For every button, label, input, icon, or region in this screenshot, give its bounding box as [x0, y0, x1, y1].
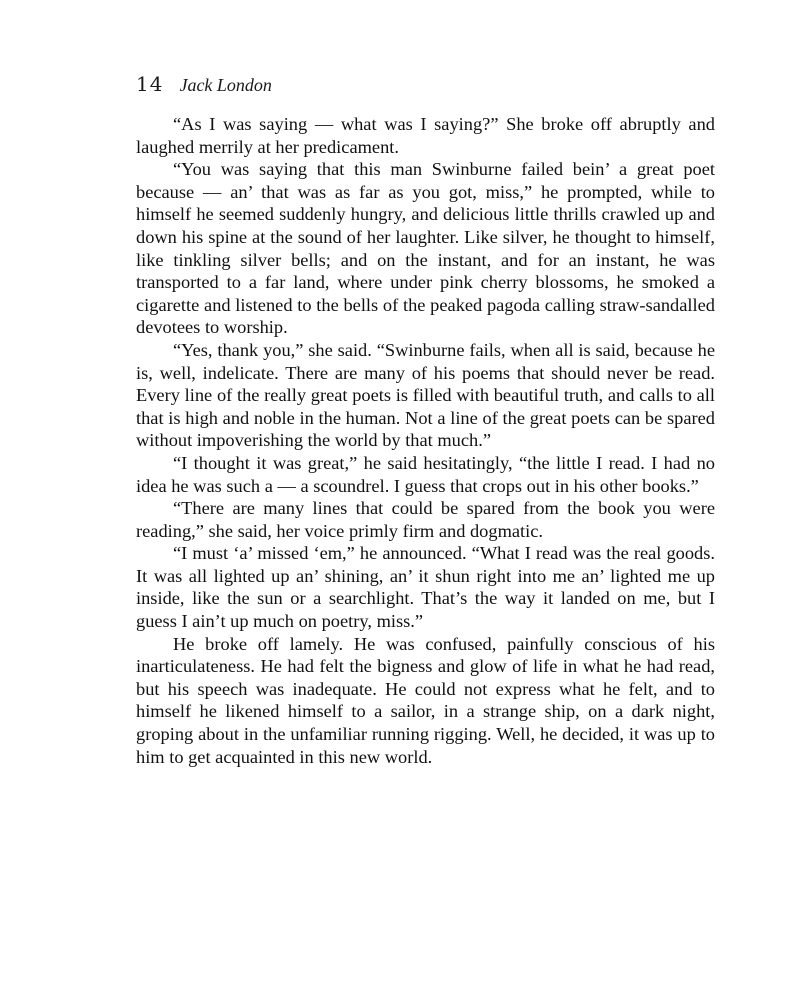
paragraph: “You was saying that this man Swinburne failed bein’ a great poet because — an’ that was as far as you got, miss,” he prompted, while to himself he seemed suddenly hungry, and delicious little thrills crawled up and down his spine at the sound of her laughter. Like silver, he thought to himself, like tinkling silver bells; and on the instant, and for an instant, he was transported to a far land, where under pink cherry blossoms, he smoked a cigarette and listened to the bells of the peaked pagoda calling straw-sandalled devotees to worship. — [136, 159, 715, 338]
paragraph: He broke off lamely. He was confused, painfully conscious of his inarticulateness. He had felt the bigness and glow of life in what he had read, but his speech was inadequate. He could not express what he felt, and to himself he likened himself to a sailor, in a strange ship, on a dark night, groping about in the unfamiliar running rigging. Well, he decided, it was up to him to get acquainted in this new world. — [136, 633, 715, 767]
body-text — [136, 113, 715, 768]
page-number: 14 — [136, 72, 164, 96]
page-header — [136, 72, 272, 96]
paragraph: “There are many lines that could be spared from the book you were reading,” she said, her voice primly firm and dogmatic. — [136, 498, 715, 541]
paragraph: “I thought it was great,” he said hesitatingly, “the little I read. I had no idea he was such a — a scoundrel. I guess that crops out in his other books.” — [136, 452, 715, 496]
paragraph: “As I was saying — what was I saying?” She broke off abruptly and laughed merrily at her predicament. — [136, 114, 715, 157]
paragraph: “I must ‘a’ missed ‘em,” he announced. “What I read was the real goods. It was all lighted up an’ shining, an’ it shun right into me an’ lighted me up inside, like the sun or a searchlight. That’s the way it landed on me, but I guess I ain’t up much on poetry, miss.” — [136, 543, 715, 632]
running-head-author: Jack London — [179, 75, 272, 95]
paragraph: “Yes, thank you,” she said. “Swinburne fails, when all is said, because he is, well, indelicate. There are many of his poems that should never be read. Every line of the really great poets is filled with beautiful truth, and calls to all that is high and noble in the human. Not a line of the great poets can be spared without impoverishing the world by that much.” — [136, 339, 715, 451]
